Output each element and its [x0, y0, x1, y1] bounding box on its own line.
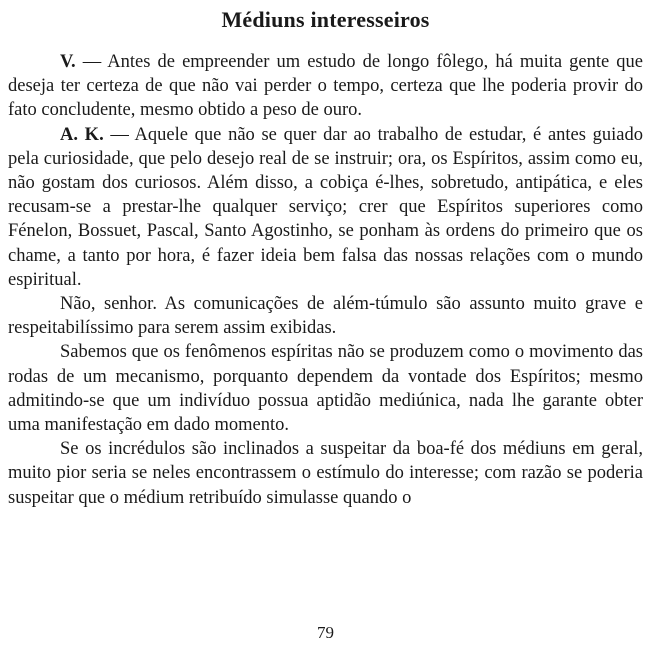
page-title: Médiuns interesseiros — [221, 7, 430, 32]
paragraph-text: — Aquele que não se quer dar ao trabalho de estudar, é antes guiado pela curiosidade, que pelo desejo real de se instruir; ora, os Espíritos, assim como eu, não gostam dos curiosos. Além disso, a cobiça é-lhes, sobretudo, antipática, e eles recusam-se a prestar-lhe qualquer serviço; crer que Espíritos superiores como Fénelon, Bossuet, Pascal, Santo Agostinho, se ponham às ordens do primeiro que os chame, a tanto por hora, é fazer ideia bem falsa das nossas relações com o mundo espiritual. — [8, 124, 644, 290]
paragraph — [8, 50, 643, 123]
speaker-label: V. — [60, 52, 76, 72]
body-text — [8, 50, 643, 510]
paragraph-text: — Antes de empreender um estudo de longo fôlego, há muita gente que deseja ter certeza de que não vai perder o tempo, certeza que lhe poderia provir do fato concludente, mesmo obtido a peso de ouro. — [8, 52, 643, 121]
speaker-label: A. K. — [60, 124, 104, 145]
page-number: 79 — [317, 623, 334, 642]
paragraph-text: Não, senhor. As comunicações de além-túmulo são assunto muito grave e respeitabilíssimo para serem assim exibidas. — [8, 294, 643, 339]
paragraph — [8, 292, 643, 340]
book-page — [8, 0, 643, 659]
paragraph — [8, 437, 643, 510]
paragraph — [8, 340, 643, 437]
paragraph — [8, 123, 643, 292]
paragraph-text: Sabemos que os fenômenos espíritas não se produzem como o movimento das rodas de um mecanismo, porquanto dependem da vontade dos Espíritos; mesmo admitindo-se que um indivíduo possua aptidão mediúnica, nada lhe garante obter uma manifestação em dado momento. — [8, 342, 643, 436]
paragraph-text: Se os incrédulos são inclinados a suspeitar da boa-fé dos médiuns em geral, muito pior seria se neles encontrassem o estímulo do interesse; com razão se poderia suspeitar que o médium retribuído simulasse quando o — [8, 439, 643, 508]
